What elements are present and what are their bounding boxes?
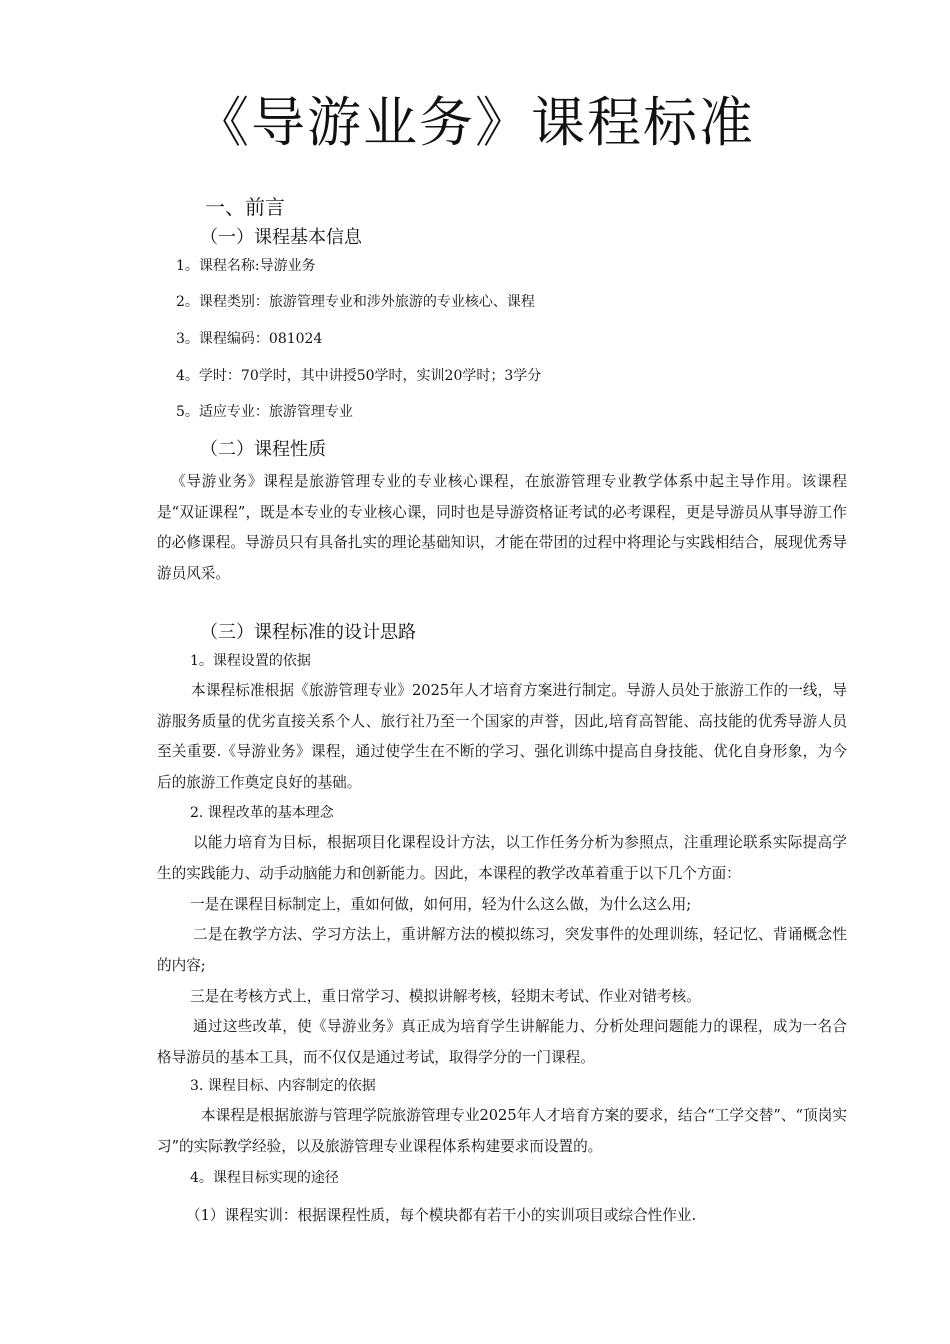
paragraph-objectives-basis: 本课程是根据旅游与管理学院旅游管理专业2025年人才培育方案的要求，结合“工学交替”、“顶岗实习”的实际教学经验，以及旅游管理专业课程体系构建要求而设置的。 (157, 1107, 847, 1155)
info-item-course-name: 1。课程名称:导游业务 (176, 258, 316, 274)
paragraph-reform: 以能力培育为目标，根据项目化课程设计方法，以工作任务分析为参照点，注重理论联系实际提高学生的实践能力、动手动脑能力和创新能力。因此，本课程的教学改革着重于以下几个方面： (157, 834, 847, 882)
paragraph-basis: 本课程标准根据《旅游管理专业》2025年人才培育方案进行制定。导游人员处于旅游工作的一线，导游服务质量的优劣直接关系个人、旅行社乃至一个国家的声誉，因此,培育高智能、高技能的优秀导游人员至关重要.《导游业务》课程，通过使学生在不断的学习、强化训练中提高自身技能、优化自身形象，为今后的旅游工作奠定良好的基础。 (157, 682, 847, 791)
sub-heading-objectives-basis: 3. 课程目标、内容制定的依据 (190, 1078, 376, 1094)
document-title: 《导游业务》课程标准 (195, 91, 755, 154)
section-heading-preface: 一、前言 (205, 195, 285, 219)
paragraph-course-nature: 《导游业务》课程是旅游管理专业的专业核心课程，在旅游管理专业教学体系中起主导作用。该课程是“双证课程”，既是本专业的专业核心课，同时也是导游资格证考试的必考课程，更是导游员从事导游工作的必修课程。导游员只有具备扎实的理论基础知识，才能在带团的过程中将理论与实践相结合，展现优秀导游员风采。 (157, 473, 847, 582)
paragraph-training: （1）课程实训：根据课程性质，每个模块都有若干小的实训项目或综合性作业. (186, 1207, 697, 1224)
subsection-heading-basic-info: （一）课程基本信息 (200, 227, 362, 248)
sub-heading-basis: 1。课程设置的依据 (190, 653, 311, 669)
paragraph-reform-point-2: 二是在教学方法、学习方法上，重讲解方法的模拟练习，突发事件的处理训练，轻记忆、背诵概念性的内容; (157, 926, 847, 974)
sub-heading-objectives-path: 4。课程目标实现的途径 (190, 1170, 339, 1186)
paragraph-reform-point-3: 三是在考核方式上，重日常学习、模拟讲解考核，轻期末考试、作业对错考核。 (190, 988, 701, 1005)
info-item-major: 5。适应专业：旅游管理专业 (176, 404, 353, 420)
subsection-heading-design: （三）课程标准的设计思路 (200, 622, 416, 643)
paragraph-reform-point-1: 一是在课程目标制定上，重如何做，如何用，轻为什么这么做，为什么这么用; (190, 896, 692, 913)
info-item-hours: 4。学时：70学时，其中讲授50学时，实训20学时；3学分 (176, 368, 542, 384)
info-item-course-code: 3。课程编码：081024 (176, 331, 323, 347)
subsection-heading-nature: （二）课程性质 (200, 439, 326, 460)
sub-heading-reform: 2. 课程改革的基本理念 (190, 805, 334, 821)
paragraph-reform-result: 通过这些改革，使《导游业务》真正成为培育学生讲解能力、分析处理问题能力的课程，成为一名合格导游员的基本工具，而不仅仅是通过考试，取得学分的一门课程。 (157, 1018, 847, 1066)
info-item-course-category: 2。课程类别：旅游管理专业和涉外旅游的专业核心、课程 (176, 294, 535, 310)
